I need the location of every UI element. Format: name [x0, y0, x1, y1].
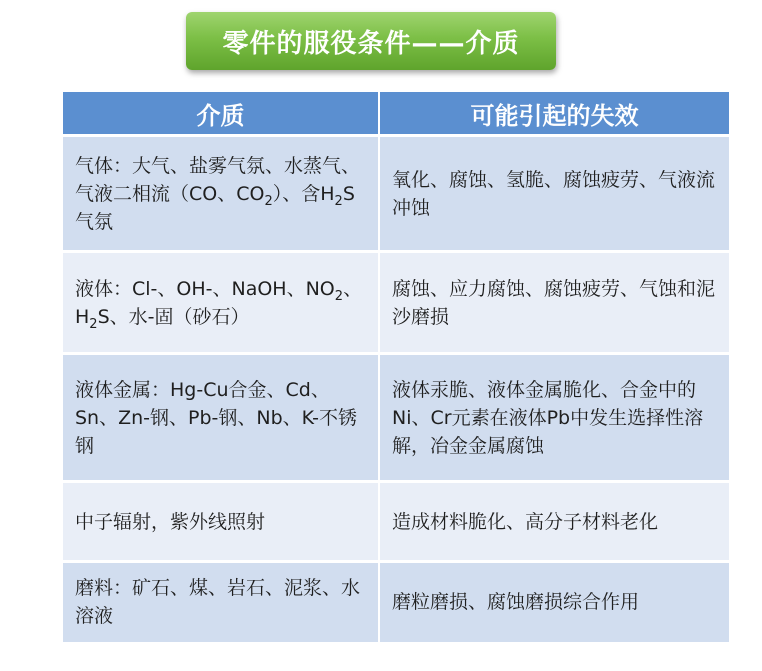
medium-text: 液体：Cl-、OH-、NaOH、NO	[75, 277, 335, 300]
page-title: 零件的服役条件——介质	[186, 12, 556, 70]
medium-cell: 液体金属：Hg-Cu合金、Cd、Sn、Zn-钢、Pb-钢、Nb、K-不锈钢	[63, 354, 379, 482]
failure-cell: 腐蚀、应力腐蚀、腐蚀疲劳、气蚀和泥沙磨损	[379, 252, 729, 354]
subscript: 2	[334, 288, 344, 304]
table-row	[63, 482, 729, 562]
media-failure-table	[63, 92, 729, 642]
medium-text: ）、含H	[272, 182, 335, 205]
medium-cell	[63, 252, 379, 354]
subscript: 2	[334, 193, 343, 209]
table-header-row	[63, 92, 729, 136]
medium-text: S、水-固（砂石）	[97, 305, 250, 328]
table-row	[63, 562, 729, 642]
header-failure: 可能引起的失效	[379, 92, 729, 136]
medium-cell: 中子辐射，紫外线照射	[63, 482, 379, 562]
medium-cell	[63, 136, 379, 252]
failure-cell: 磨粒磨损、腐蚀磨损综合作用	[379, 562, 729, 642]
header-medium: 介质	[63, 92, 379, 136]
medium-cell: 磨料：矿石、煤、岩石、泥浆、水溶液	[63, 562, 379, 642]
table-row	[63, 136, 729, 252]
failure-cell: 液体汞脆、液体金属脆化、合金中的Ni、Cr元素在液体Pb中发生选择性溶解，冶金金属腐蚀	[379, 354, 729, 482]
table-row	[63, 252, 729, 354]
medium-text: 、H	[75, 277, 363, 328]
subscript: 2	[264, 193, 273, 209]
table-row	[63, 354, 729, 482]
medium-text: S气氛	[75, 182, 355, 233]
medium-text: 气体：大气、盐雾气氛、水蒸气、气液二相流（CO、CO	[75, 154, 361, 205]
failure-cell: 造成材料脆化、高分子材料老化	[379, 482, 729, 562]
subscript: 2	[89, 316, 98, 332]
failure-cell: 氧化、腐蚀、氢脆、腐蚀疲劳、气液流冲蚀	[379, 136, 729, 252]
